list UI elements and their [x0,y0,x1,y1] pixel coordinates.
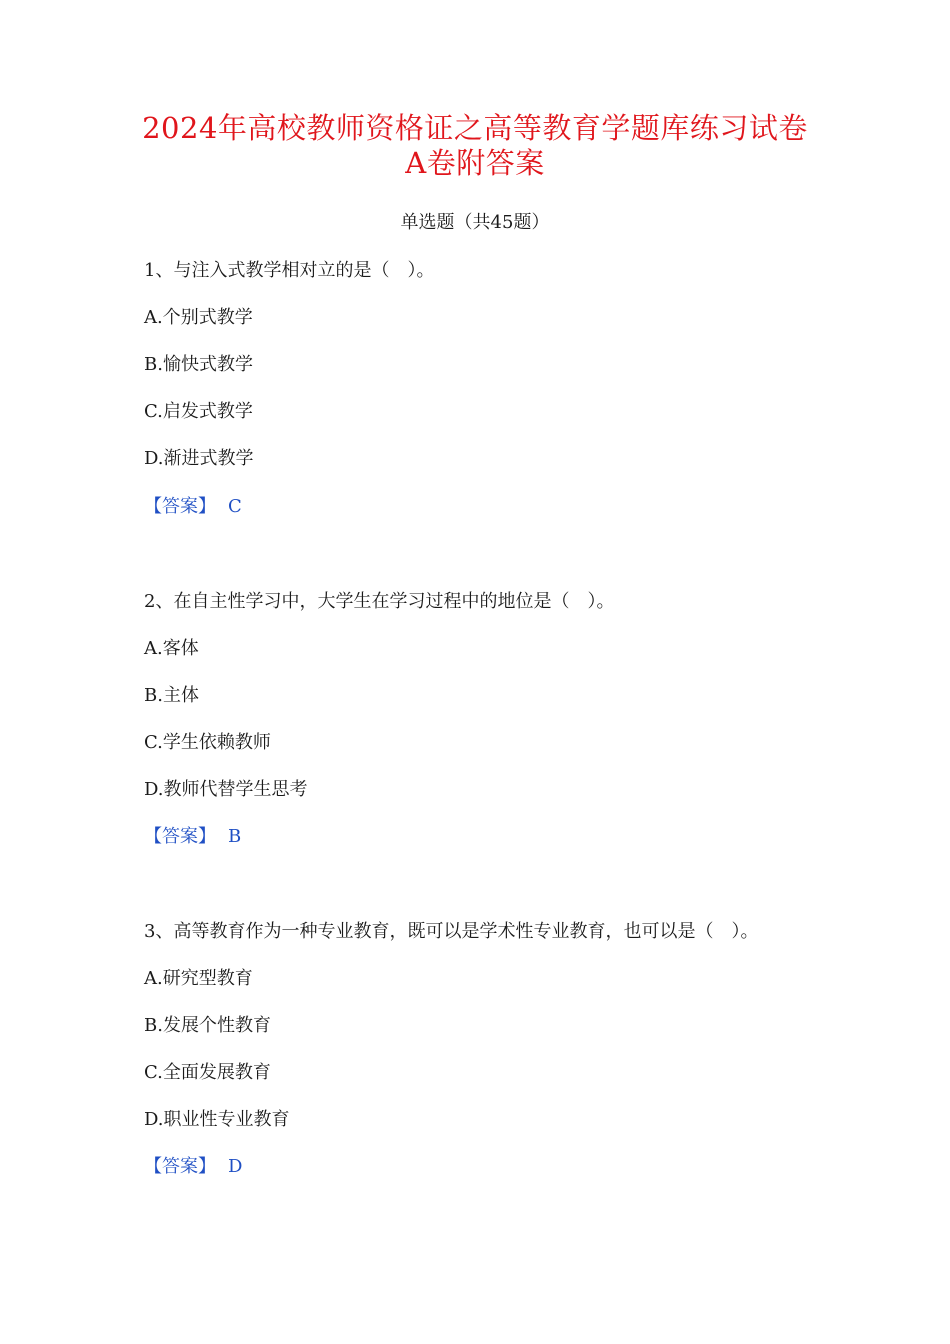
question-2-option-c: C.学生依赖教师 [144,732,271,753]
document-title-line-2: A卷附答案 [405,146,545,180]
answer-label: 【答案】 [144,496,216,517]
answer-value: B [228,826,242,847]
answer-label: 【答案】 [144,826,216,847]
question-3-option-a: A.研究型教育 [144,968,253,989]
answer-value: C [228,496,242,517]
question-2-option-b: B.主体 [144,685,199,706]
answer-label: 【答案】 [144,1156,216,1177]
document-title-line-1: 2024年高校教师资格证之高等教育学题库练习试卷 [142,111,808,145]
question-3-option-c: C.全面发展教育 [144,1062,271,1083]
question-2-option-d: D.教师代替学生思考 [144,779,308,800]
question-3-answer [144,1154,242,1180]
question-1-stem: 1、与注入式教学相对立的是（ ）。 [144,260,435,281]
answer-value: D [228,1156,243,1177]
question-1-option-d: D.渐进式教学 [144,448,254,469]
question-1-option-b: B.愉快式教学 [144,354,253,375]
question-1-option-c: C.启发式教学 [144,401,253,422]
question-3-option-b: B.发展个性教育 [144,1015,271,1036]
question-2-stem: 2、在自主性学习中，大学生在学习过程中的地位是（ ）。 [144,591,615,612]
question-1-answer [144,494,242,520]
question-1-option-a: A.个别式教学 [144,307,253,328]
question-2-option-a: A.客体 [144,638,199,659]
question-2-answer [144,824,241,850]
question-3-stem: 3、高等教育作为一种专业教育，既可以是学术性专业教育，也可以是（ ）。 [144,921,759,942]
question-3-option-d: D.职业性专业教育 [144,1109,290,1130]
section-heading: 单选题（共45题） [400,212,550,233]
